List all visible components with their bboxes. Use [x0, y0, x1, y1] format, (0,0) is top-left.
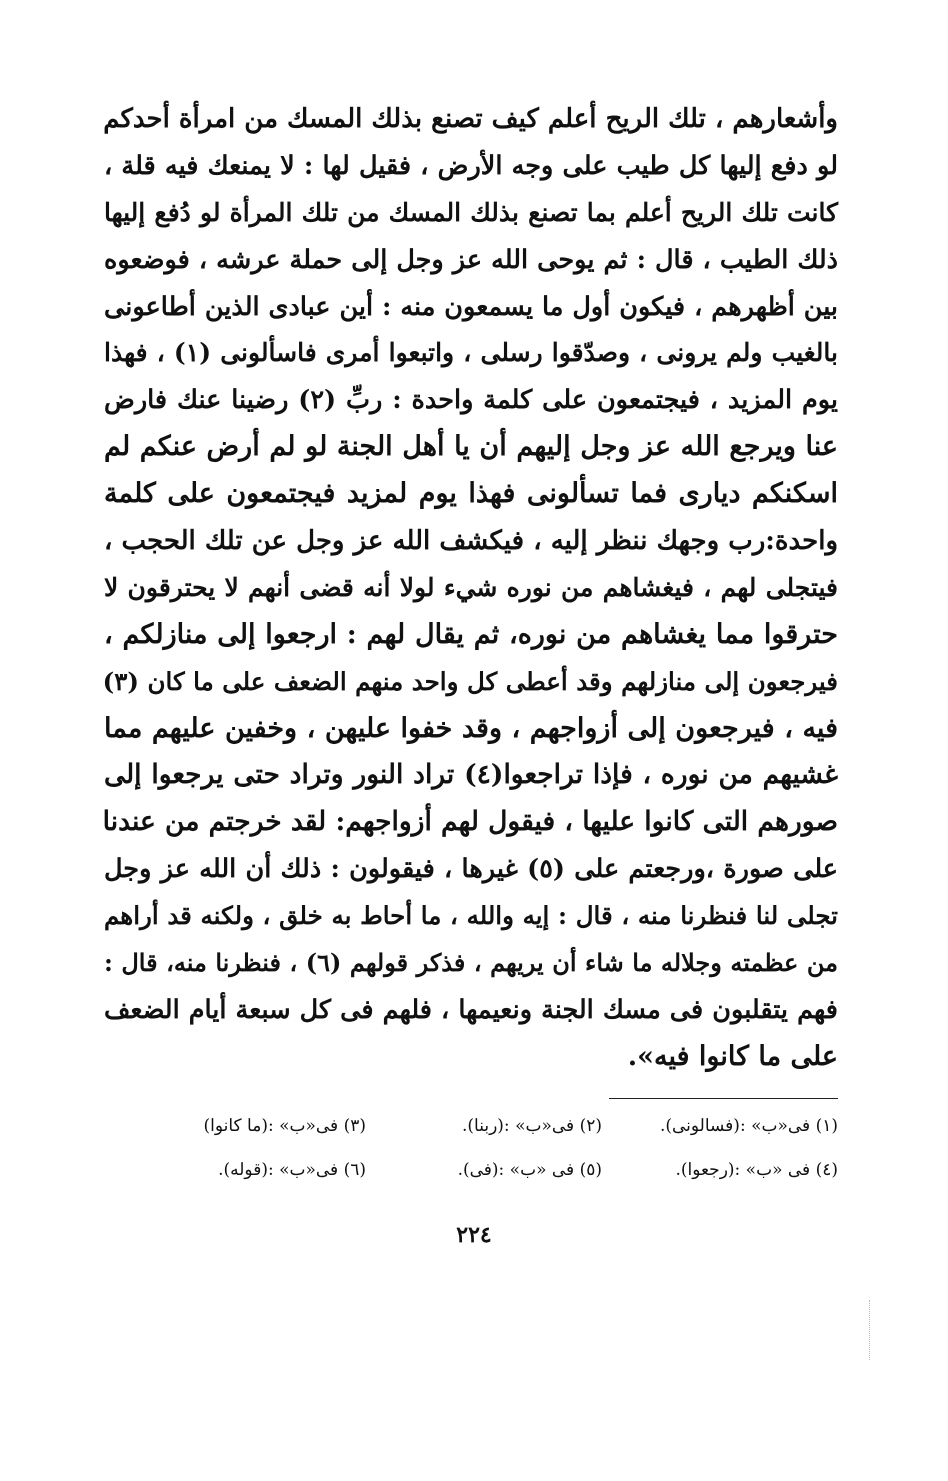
- page-number: ٢٢٤: [456, 1222, 492, 1248]
- text-line: واحدة:رب وجهك ننظر إليه ، فيكشف الله عز وجل عن تلك الحجب ،: [104, 526, 838, 557]
- text-line: صورهم التى كانوا عليها ، فيقول لهم أزواجهم: لقد خرجتم من عندنا: [102, 806, 838, 838]
- text-line: حترقوا مما يغشاهم من نوره، ثم يقال لهم : ارجعوا إلى منازلكم ،: [104, 618, 838, 650]
- text-line: وأشعارهم ، تلك الريح أعلم كيف تصنع بذلك المسك من امرأة أحدكم: [103, 104, 838, 134]
- text-line: على صورة ،ورجعتم على (٥) غيرها ، فيقولون : ذلك أن الله عز وجل: [104, 854, 838, 885]
- footnote: (١) فى«ب» :(فسالونى).: [659, 1116, 838, 1136]
- footnote: (٥) فى «ب» :(فى).: [457, 1160, 602, 1180]
- text-line: لو دفع إليها كل طيب على وجه الأرض ، فقيل لها : لا يمنعك فيه قلة ،: [104, 150, 838, 181]
- text-line: غشيهم من نوره ، فإذا تراجعوا(٤) تراد النور وتراد حتى يرجعوا إلى: [104, 759, 839, 791]
- text-line: اسكنكم ديارى فما تسألونى فهذا يوم لمزيد فيجتمعون على كلمة: [104, 478, 838, 510]
- footnote: (٤) فى «ب» :(رجعوا).: [675, 1160, 838, 1180]
- text-line: فهم يتقلبون فى مسك الجنة ونعيمها ، فلهم فى كل سبعة أيام الضعف: [104, 994, 838, 1025]
- text-line: فيه ، فيرجعون إلى أزواجهم ، وقد خفوا عليهن ، وخفين عليهم مما: [104, 712, 838, 744]
- text-line-last: على ما كانوا فيه».: [627, 1040, 838, 1072]
- text-line: فيتجلى لهم ، فيغشاهم من نوره شيء لولا أنه قضى أنهم لا يحترقون لا: [104, 572, 838, 602]
- footnote: (٣) فى«ب» :(ما كانوا): [203, 1116, 366, 1136]
- text-line: من عظمته وجلاله ما شاء أن يريهم ، فذكر قولهم (٦) ، فنظرنا منه، قال :: [104, 948, 838, 978]
- footnote: (٢) فى«ب» :(ربنا).: [462, 1116, 602, 1136]
- scan-margin-mark: [869, 1300, 871, 1360]
- text-line: فيرجعون إلى منازلهم وقد أعطى كل واحد منهم الضعف على ما كان (٣): [102, 666, 838, 696]
- footnote: (٦) فى«ب» :(قوله).: [218, 1160, 366, 1180]
- footnotes: [130, 1104, 838, 1192]
- text-line: تجلى لنا فنظرنا منه ، قال : إيه والله ، ما أحاط به خلق ، ولكنه قد أراهم: [104, 901, 838, 931]
- footnote-row: [130, 1148, 838, 1192]
- footnote-row: [130, 1104, 838, 1148]
- footnote-separator: [609, 1098, 838, 1099]
- text-line: عنا ويرجع الله عز وجل إليهم أن يا أهل الجنة لو لم أرض عنكم لم: [104, 431, 838, 463]
- main-text: [104, 96, 838, 1081]
- text-line: كانت تلك الريح أعلم بما تصنع بذلك المسك من تلك المرأة لو دُفع إليها: [104, 197, 838, 227]
- text-line: ذلك الطيب ، قال : ثم يوحى الله عز وجل إلى حملة عرشه ، فوضعوه: [104, 244, 838, 275]
- text-line: بالغيب ولم يرونى ، وصدّقوا رسلى ، واتبعوا أمرى فاسألونى (١) ، فهذا: [104, 338, 838, 368]
- text-line: يوم المزيد ، فيجتمعون على كلمة واحدة : ربِّ (٢) رضينا عنك فارض: [104, 385, 839, 416]
- text-line: بين أظهرهم ، فيكون أول ما يسمعون منه : أين عبادى الذين أطاعونى: [104, 291, 838, 322]
